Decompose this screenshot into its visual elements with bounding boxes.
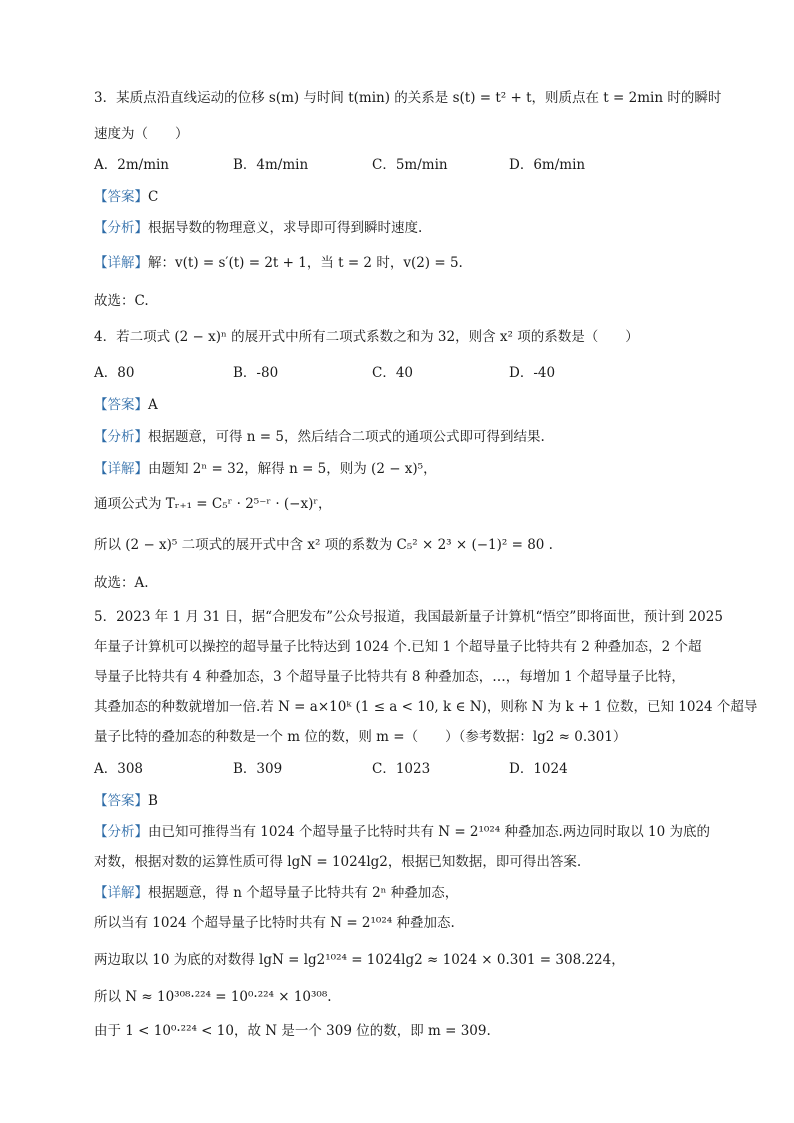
q5-detail-line-2: 所以当有 1024 个超导量子比特时共有 N = 2¹⁰²⁴ 种叠加态. [94, 915, 455, 931]
answer-value: B [148, 793, 158, 809]
detail-tag: 【详解】 [94, 461, 148, 477]
q5-detail-line-1 [94, 883, 714, 903]
q3-choose: 故选：C. [94, 293, 149, 309]
q5-option-d: D．1024 [509, 761, 568, 777]
analysis-text: 由已知可推得当有 1024 个超导量子比特时共有 N = 2¹⁰²⁴ 种叠加态.两边同时取以 10 为底的 [148, 824, 711, 840]
q3-option-b: B．4m/min [233, 157, 309, 173]
q5-answer [94, 791, 714, 811]
q4-analysis [94, 427, 714, 447]
detail-text: 根据题意，得 n 个超导量子比特共有 2ⁿ 种叠加态， [148, 885, 459, 901]
q4-option-c: C．40 [372, 365, 414, 381]
q3-stem-line-2: 速度为（ ） [94, 126, 189, 142]
q4-option-d: D．-40 [509, 365, 556, 381]
q5-option-a: A．308 [94, 761, 144, 777]
q4-conclusion: 所以 (2 − x)⁵ 二项式的展开式中含 x² 项的系数为 C₅² × 2³ × (−1)² = 80 . [94, 537, 553, 553]
q5-stem-line-2: 年量子计算机可以操控的超导量子比特达到 1024 个.已知 1 个超导量子比特共有 2 种叠加态，2 个超 [94, 639, 702, 655]
q3-answer [94, 187, 714, 207]
q4-option-b: B．-80 [233, 365, 279, 381]
q5-stem-line-3: 导量子比特共有 4 种叠加态，3 个超导量子比特共有 8 种叠加态，…，每增加 1 个超导量子比特， [94, 669, 685, 685]
analysis-tag: 【分析】 [94, 220, 148, 236]
q5-detail-line-3: 两边取以 10 为底的对数得 lgN = lg2¹⁰²⁴ = 1024lg2 ≈ 1024 × 0.301 = 308.224， [94, 952, 625, 968]
q4-choose: 故选：A. [94, 575, 149, 591]
q4-stem: 4．若二项式 (2 − x)ⁿ 的展开式中所有二项式系数之和为 32，则含 x² 项的系数是（ ） [94, 329, 639, 345]
answer-value: C [148, 189, 159, 205]
answer-tag: 【答案】 [94, 793, 148, 809]
answer-tag: 【答案】 [94, 397, 148, 413]
q5-stem-line-1: 5．2023 年 1 月 31 日，据“合肥发布”公众号报道，我国最新量子计算机“悟空”即将面世，预计到 2025 [94, 609, 723, 625]
q3-stem-line-1: 3．某质点沿直线运动的位移 s(m) 与时间 t(min) 的关系是 s(t) = t² + t，则质点在 t = 2min 时的瞬时 [94, 90, 722, 106]
analysis-tag: 【分析】 [94, 824, 148, 840]
q3-analysis [94, 218, 714, 238]
q3-detail [94, 253, 714, 273]
q5-analysis-line-1 [94, 822, 714, 842]
q5-stem-line-4: 其叠加态的种数就增加一倍.若 N = a×10ᵏ (1 ≤ a < 10, k ∈ N)，则称 N 为 k + 1 位数，已知 1024 个超导 [94, 699, 758, 715]
detail-tag: 【详解】 [94, 885, 148, 901]
q4-option-a: A．80 [94, 365, 135, 381]
q4-detail [94, 459, 714, 479]
q5-option-b: B．309 [233, 761, 283, 777]
q5-analysis-line-2: 对数，根据对数的运算性质可得 lgN = 1024lg2，根据已知数据，即可得出答案. [94, 854, 582, 870]
q4-general-term: 通项公式为 Tᵣ₊₁ = C₅ʳ · 2⁵⁻ʳ · (−x)ʳ， [94, 496, 332, 512]
answer-value: A [148, 397, 158, 413]
q5-detail-line-5: 由于 1 < 10⁰·²²⁴ < 10，故 N 是一个 309 位的数，即 m = 309. [94, 1023, 491, 1039]
detail-text: 由题知 2ⁿ = 32，解得 n = 5，则为 (2 − x)⁵， [148, 461, 437, 477]
analysis-text: 根据导数的物理意义，求导即可得到瞬时速度. [148, 220, 423, 236]
detail-text: 解：v(t) = s′(t) = 2t + 1，当 t = 2 时，v(2) = 5. [148, 255, 463, 271]
q5-detail-line-4: 所以 N ≈ 10³⁰⁸·²²⁴ = 10⁰·²²⁴ × 10³⁰⁸. [94, 989, 332, 1005]
q5-stem-line-5: 量子比特的叠加态的种数是一个 m 位的数，则 m =（ ）（参考数据：lg2 ≈ 0.301） [94, 729, 627, 745]
q5-option-c: C．1023 [372, 761, 431, 777]
q3-option-a: A．2m/min [94, 157, 170, 173]
answer-tag: 【答案】 [94, 189, 148, 205]
q3-option-d: D．6m/min [509, 157, 586, 173]
analysis-tag: 【分析】 [94, 429, 148, 445]
q3-option-c: C．5m/min [372, 157, 448, 173]
detail-tag: 【详解】 [94, 255, 148, 271]
q4-answer [94, 395, 714, 415]
analysis-text: 根据题意，可得 n = 5，然后结合二项式的通项公式即可得到结果. [148, 429, 545, 445]
